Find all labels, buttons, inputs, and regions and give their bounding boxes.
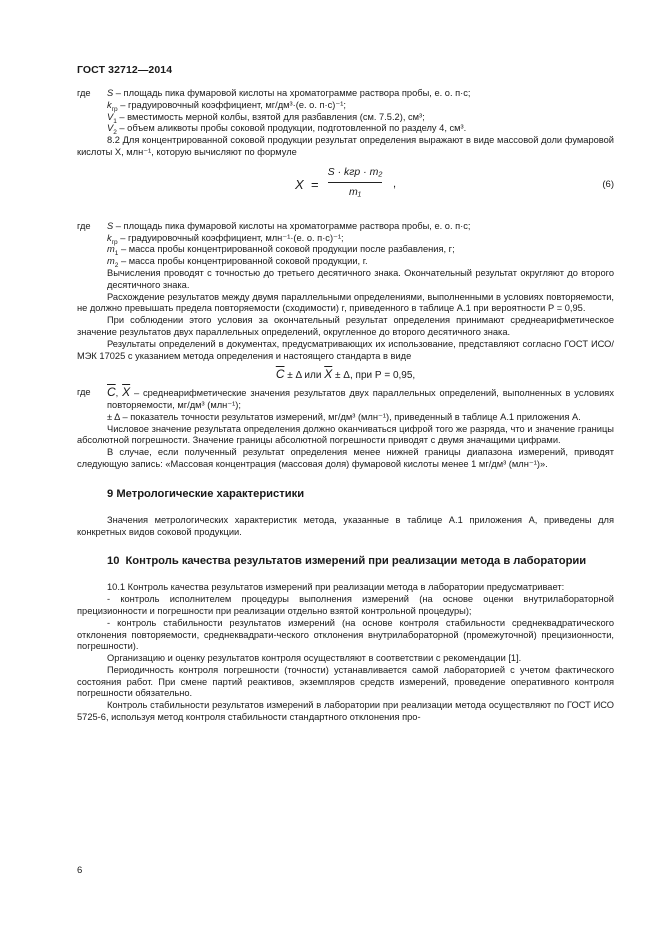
section-number: 10	[107, 555, 120, 568]
list-item: - контроль стабильности результатов измерений (на основе контроля стабильности среднеквадратического отклонения повторяемости, среднеквадрати-ческого отклонения внутрилабораторной (промежуточной) прецизионности, погрешности).	[77, 617, 614, 652]
paragraph-8-2: 8.2 Для концентрированной соковой продукции результат определения выражают в виде массовой доли фумаровой кислоты X, млн⁻¹, которую вычисляют по формуле	[77, 135, 614, 157]
list-item: - контроль исполнителем процедуры выполнения измерений (на основе оценки внутрилабораторной прецизионности и погрешности при реализации отдельно взятой контрольной процедуры);	[77, 594, 614, 616]
section-9-text: Значения метрологических характеристик метода, указанные в таблице А.1 приложения А, приведены для конкретных видов соковой продукции.	[77, 514, 614, 537]
symbol-subscript: 1	[113, 117, 117, 125]
paragraph: 10.1 Контроль качества результатов измерений при реализации метода в лаборатории предусматривает:	[107, 582, 565, 593]
definition-text: – площадь пика фумаровой кислоты на хроматограмме раствора пробы, е. о. п·с;	[113, 220, 471, 231]
definition-text: – среднеарифметические значения результатов двух параллельных определений, выполненных в условиях повторяемости, мг/дм³ (млн⁻¹);	[107, 388, 614, 410]
symbol: S	[107, 220, 114, 231]
paragraph: Расхождение результатов между двумя параллельными определениями, выполненными в условиях повторяемости, не должно превышать предела повторяемости (сходимости) r, приведенного в таблице А.1 при вероятности Р = 0,95.	[77, 291, 614, 314]
formula-number: (6)	[602, 178, 614, 190]
definition-item	[77, 112, 614, 124]
symbol: V	[107, 111, 114, 122]
symbol-subscript: 2	[114, 262, 119, 270]
formula-6	[77, 165, 614, 217]
formula-equals: =	[311, 176, 319, 192]
symbol-subscript: гр	[111, 238, 118, 246]
mean-x-symbol: $\overline{X}$	[122, 385, 131, 400]
formula-text: ± Δ, при Р = 0,95,	[332, 370, 416, 382]
definition-text: – масса пробы концентрированной соковой продукции, г.	[118, 256, 368, 267]
formula-lhs: X	[295, 176, 304, 192]
symbol: V	[107, 123, 114, 134]
symbol-subscript: гр	[111, 105, 118, 113]
mean-c-symbol: $\overline{C}$	[107, 385, 116, 400]
formula-comma: ,	[393, 177, 397, 190]
section-title: Контроль качества результатов измерений при реализации метода в лаборатории	[125, 555, 587, 568]
definition-text: – вместимость мерной колбы, взятой для разбавления (см. 7.5.2), см³;	[116, 111, 425, 122]
definition-item	[77, 233, 614, 245]
symbol: m	[107, 244, 115, 255]
definitions-list-1	[77, 88, 614, 135]
symbol-subscript: 1	[114, 250, 119, 258]
formula-fraction	[324, 167, 386, 199]
section-10-heading	[107, 554, 614, 568]
definition-item	[77, 88, 614, 100]
symbol: k	[107, 99, 112, 110]
result-formula	[77, 369, 614, 382]
definition-text: – градуировочный коэффициент, млн⁻¹·(е. о. п·с)⁻¹;	[117, 232, 344, 243]
definition-item	[77, 123, 614, 135]
where-label: где	[77, 387, 91, 398]
paragraph: Организацию и оценку результатов контроля осуществляют в соответствии с рекомендации [1].	[107, 653, 522, 664]
page-number: 6	[77, 865, 83, 876]
paragraph: Контроль стабильности результатов измерений в лаборатории при реализации метода осуществляют по ГОСТ ИСО 5725-6, используя метод контроля стабильности стандартного отклонения про-	[77, 700, 614, 723]
definition-item	[77, 256, 614, 268]
definitions-list-3	[77, 387, 614, 423]
definition-text: – градуировочный коэффициент, мг/дм³·(е. о. п·с)⁻¹;	[117, 99, 346, 110]
page-content	[77, 88, 614, 724]
section-9-heading: 9 Метрологические характеристики	[107, 487, 305, 500]
paragraph: При соблюдении этого условия за окончательный результат определения принимают среднеарифметическое значение результатов двух параллельных определений, округленное до второго десятичного знака.	[77, 315, 614, 337]
where-label: где	[77, 220, 91, 231]
mean-c-symbol: $\overline{C}$	[275, 367, 285, 382]
definition-item: ± Δ – показатель точности результатов измерений, мг/дм³ (млн⁻¹), приведенный в таблице А.1 приложения А.	[107, 411, 581, 422]
definition-item	[77, 387, 614, 412]
paragraph: Числовое значение результата определения должно оканчиваться цифрой того же разряда, что и значение границы абсолютной погрешности. Значение границы абсолютной погрешности приводят с двумя значащими цифрами.	[77, 423, 614, 446]
paragraph: Результаты определений в документах, предусматривающих их использование, представляют согласно ГОСТ ИСО/МЭК 17025 с указанием метода определения и настоящего стандарта в виде	[77, 338, 614, 361]
paragraph: Вычисления проводят с точностью до третьего десятичного знака. Окончательный результат округляют до второго десятичного знака.	[107, 267, 614, 290]
symbol-subscript: 2	[113, 129, 117, 137]
definition-text: – масса пробы концентрированной соковой продукции после разбавления, г;	[118, 244, 455, 255]
paragraph: Периодичность контроля погрешности (точности) устанавливается самой лабораторией с учетом фактического состояния работ. При смене партий реактивов, экземпляров средств измерений, проведение оперативного контроля погрешности обязательно.	[77, 664, 614, 699]
formula-text: ± Δ или	[284, 370, 325, 382]
symbol: m	[107, 256, 115, 267]
definition-text: – площадь пика фумаровой кислоты на хроматограмме раствора пробы, е. о. п·с;	[113, 88, 471, 98]
symbol: k	[107, 232, 112, 243]
definition-item	[77, 100, 614, 112]
definition-item	[77, 221, 614, 233]
paragraph: В случае, если полученный результат определения менее нижней границы диапазона измерений, приводят следующую запись: «Массовая концентрация (массовая доля) фумаровой кислоты менее 1 мг/дм³ (млн⁻¹)».	[77, 447, 614, 469]
document-header: ГОСТ 32712—2014	[77, 64, 173, 76]
separator: ,	[115, 388, 119, 399]
definition-item	[77, 244, 614, 256]
where-label: где	[77, 88, 91, 98]
mean-x-symbol: $\overline{X}$	[324, 367, 333, 382]
symbol: S	[107, 88, 114, 98]
formula-numerator: S · kгр · m₂	[327, 165, 383, 178]
formula-denominator: m₁	[348, 185, 362, 198]
definitions-list-2	[77, 221, 614, 268]
definition-text: – объем аликвоты пробы соковой продукции, подготовленной по разделу 4, см³.	[116, 123, 467, 134]
